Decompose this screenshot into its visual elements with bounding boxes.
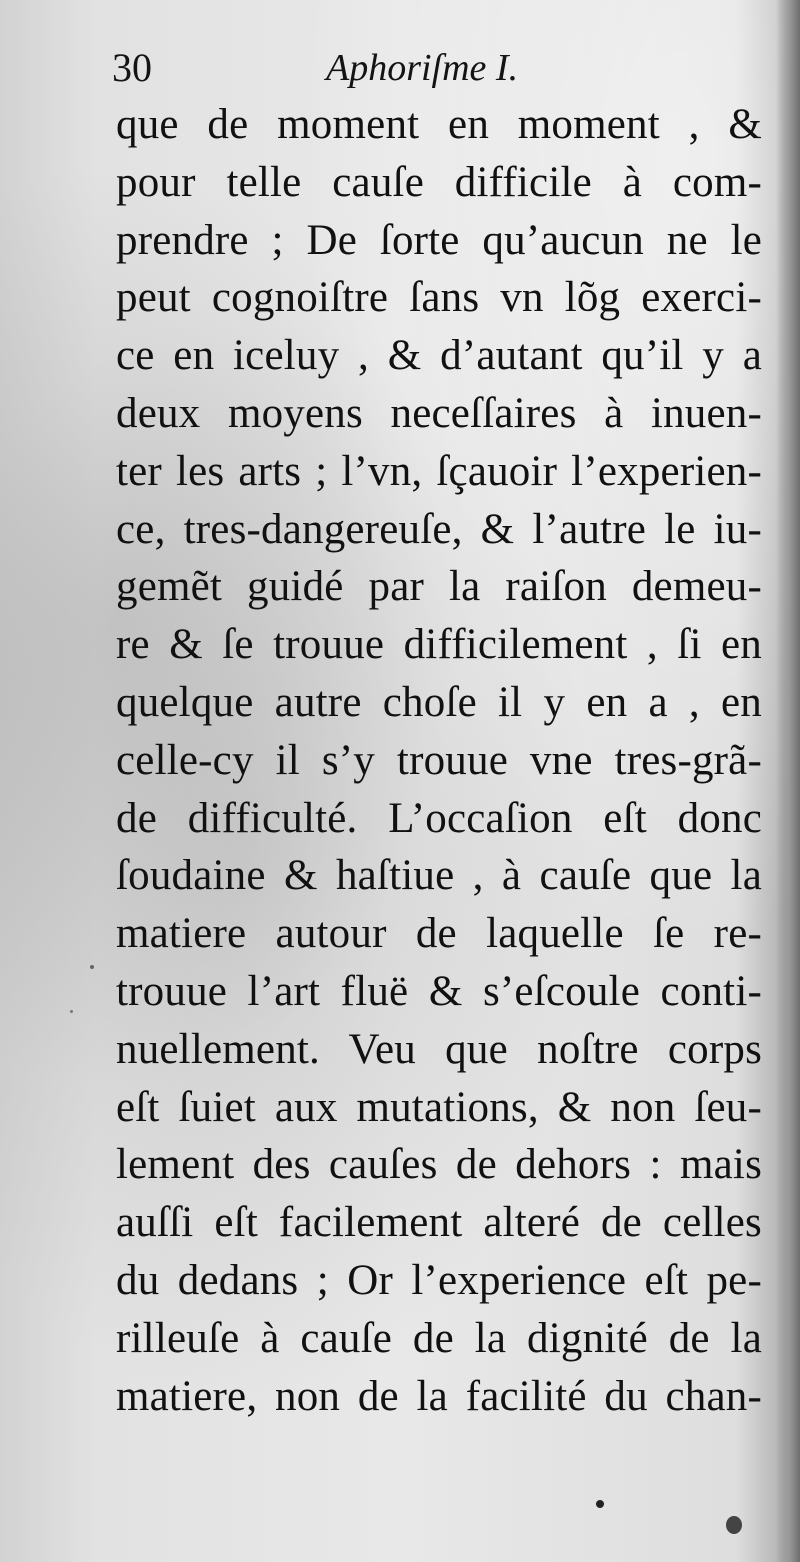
ink-spot bbox=[726, 1516, 742, 1534]
text-line: deux moyens neceſſaires à inuen- bbox=[116, 389, 762, 437]
running-title: Aphoriſme I. bbox=[326, 47, 519, 89]
page-number: 30 bbox=[112, 45, 152, 90]
text-line: re & ſe trouue difficilement , ſi en bbox=[116, 621, 762, 669]
text-line: celle-cy il s’y trouue vne tres-grã- bbox=[116, 736, 762, 784]
ink-spot bbox=[70, 1010, 73, 1013]
page-header bbox=[112, 42, 752, 102]
text-line: ter les arts ; l’vn, ſçauoir l’experien- bbox=[116, 447, 762, 495]
text-line: matiere, non de la facilité du chan- bbox=[116, 1372, 762, 1420]
text-line: ſoudaine & haſtiue , à cauſe que la bbox=[116, 852, 762, 900]
body-text bbox=[116, 96, 762, 1425]
text-line: lement des cauſes de dehors : mais bbox=[116, 1141, 762, 1189]
text-line: de difficulté. L’occaſion eſt donc bbox=[116, 794, 762, 842]
text-line: matiere autour de laquelle ſe re- bbox=[116, 910, 762, 958]
ink-spot bbox=[90, 965, 94, 969]
text-line: que de moment en moment , & bbox=[116, 101, 762, 148]
ink-spot bbox=[596, 1500, 604, 1508]
text-line: nuellement. Veu que noſtre corps bbox=[116, 1025, 762, 1073]
text-line: du dedans ; Or l’experience eſt pe- bbox=[116, 1256, 762, 1304]
page-edge-shadow bbox=[776, 0, 800, 1562]
text-line: peut cognoiſtre ſans vn lõg exerci- bbox=[116, 274, 762, 322]
text-line: ce en iceluy , & d’autant qu’il y a bbox=[116, 332, 762, 380]
text-line: trouue l’art fluë & s’eſcoule conti- bbox=[116, 967, 762, 1015]
text-line: pour telle cauſe difficile à com- bbox=[116, 158, 762, 206]
text-line: eſt ſuiet aux mutations, & non ſeu- bbox=[116, 1083, 762, 1131]
text-line: rilleuſe à cauſe de la dignité de la bbox=[116, 1314, 762, 1362]
text-line: auſſi eſt facilement alteré de celles bbox=[116, 1199, 762, 1247]
text-line: gemẽt guidé par la raiſon demeu- bbox=[116, 563, 762, 611]
text-line: ce, tres-dangereuſe, & l’autre le iu- bbox=[116, 505, 762, 553]
text-line: prendre ; De ſorte qu’aucun ne le bbox=[116, 216, 762, 264]
text-line: quelque autre choſe il y en a , en bbox=[116, 678, 762, 726]
